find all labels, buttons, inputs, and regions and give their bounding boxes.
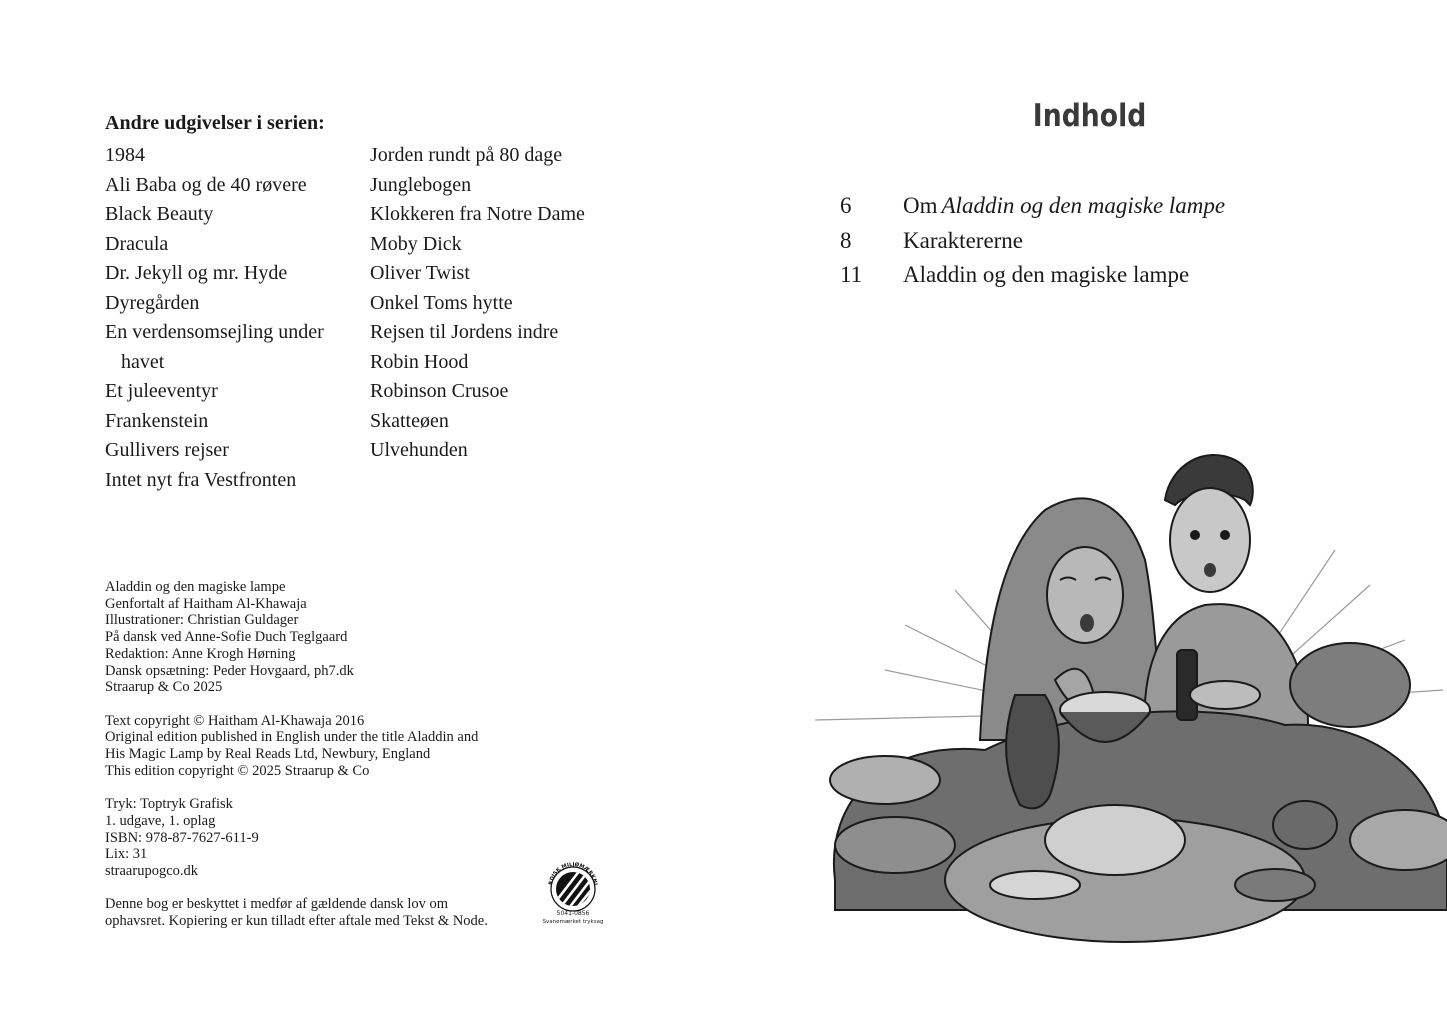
- credit-line: Dansk opsætning: Peder Hovgaard, ph7.dk: [105, 662, 354, 679]
- colophon: [105, 579, 488, 946]
- series-title: Dr. Jekyll og mr. Hyde: [105, 262, 288, 284]
- toc-entry-prefix: Om: [903, 193, 938, 218]
- series-list-column-1: [105, 141, 324, 495]
- series-title: Robin Hood: [370, 350, 469, 373]
- legal-block: [105, 896, 488, 929]
- ecolabel-license-number: 5041-0856: [556, 910, 590, 917]
- series-title: Oliver Twist: [370, 262, 470, 284]
- series-title: Jorden rundt på 80 dage: [370, 144, 563, 166]
- toc-page-number: 11: [840, 262, 863, 288]
- ecolabel-caption: Svanemærket tryksag: [542, 919, 604, 925]
- table-of-contents: [840, 189, 1225, 293]
- swan-logo-icon: [540, 856, 606, 912]
- copyright-line: This edition copyright © 2025 Straarup & Co: [105, 762, 370, 779]
- ecolabel-ring-text: RDISK MILJØMÆRKNI: [548, 861, 598, 886]
- toc-entry[interactable]: [840, 258, 1225, 293]
- series-title: Gullivers rejser: [105, 439, 229, 461]
- toc-page-number: 8: [840, 227, 852, 253]
- series-title: Junglebogen: [370, 173, 472, 196]
- credit-line: Redaktion: Anne Krogh Hørning: [105, 645, 296, 662]
- series-title: Onkel Toms hytte: [370, 291, 513, 314]
- toc-page-number: 6: [840, 193, 852, 218]
- copyright-line: Text copyright © Haitham Al-Khawaja 2016: [105, 712, 365, 729]
- copyright-line: Original edition published in English under the title Aladdin and: [105, 729, 479, 746]
- series-title: Frankenstein: [105, 409, 209, 432]
- feast-illustration: [805, 440, 1447, 960]
- series-title: Black Beauty: [105, 203, 214, 225]
- series-title-continuation: havet: [121, 350, 165, 373]
- print-line: 1. udgave, 1. oplag: [105, 812, 216, 829]
- credits-block: [105, 579, 488, 696]
- series-heading: Andre udgivelser i serien:: [105, 112, 325, 134]
- credit-line: Illustrationer: Christian Guldager: [105, 612, 299, 629]
- series-title: Intet nyt fra Vestfronten: [105, 468, 297, 491]
- nordic-swan-ecolabel: [540, 856, 606, 930]
- series-title: Klokkeren fra Notre Dame: [370, 203, 585, 225]
- copyright-line: His Magic Lamp by Real Reads Ltd, Newbury, England: [105, 746, 431, 763]
- series-title: 1984: [105, 144, 145, 166]
- print-line: Tryk: Toptryk Grafisk: [105, 796, 233, 813]
- series-title: Ali Baba og de 40 røvere: [105, 173, 307, 196]
- legal-line: ophavsret. Kopiering er kun tilladt efter aftale med Tekst & Node.: [105, 913, 488, 930]
- series-title: Skatteøen: [370, 409, 449, 432]
- credit-line: På dansk ved Anne-Sofie Duch Teglgaard: [105, 629, 348, 646]
- print-block: [105, 796, 488, 880]
- credit-line: Genfortalt af Haitham Al-Khawaja: [105, 595, 307, 612]
- toc-entry-title: Aladdin og den magiske lampe: [903, 262, 1190, 288]
- copyright-block: [105, 713, 488, 780]
- lix: Lix: 31: [105, 846, 148, 863]
- toc-entry[interactable]: [840, 189, 1225, 224]
- series-title: Rejsen til Jordens indre: [370, 321, 559, 343]
- series-title: Dyregården: [105, 291, 200, 314]
- series-title: Ulvehunden: [370, 439, 468, 461]
- toc-entry-title: Aladdin og den magiske lampe: [941, 193, 1226, 218]
- toc-title: Indhold: [1032, 98, 1147, 134]
- series-list-column-2: [370, 141, 585, 466]
- left-page: [0, 0, 723, 1025]
- credit-line: Aladdin og den magiske lampe: [105, 579, 286, 595]
- series-title: En verdensomsejling under: [105, 321, 324, 343]
- toc-entry-title: Karaktererne: [903, 227, 1024, 253]
- isbn: ISBN: 978-87-7627-611-9: [105, 829, 259, 846]
- website: straarupogco.dk: [105, 862, 199, 879]
- credit-line: Straarup & Co 2025: [105, 679, 223, 696]
- series-title: Robinson Crusoe: [370, 380, 509, 402]
- series-title: Moby Dick: [370, 232, 462, 255]
- legal-line: Denne bog er beskyttet i medfør af gældende dansk lov om: [105, 896, 449, 913]
- series-title: Et juleeventyr: [105, 380, 218, 402]
- series-title: Dracula: [105, 232, 169, 255]
- toc-entry[interactable]: [840, 224, 1225, 259]
